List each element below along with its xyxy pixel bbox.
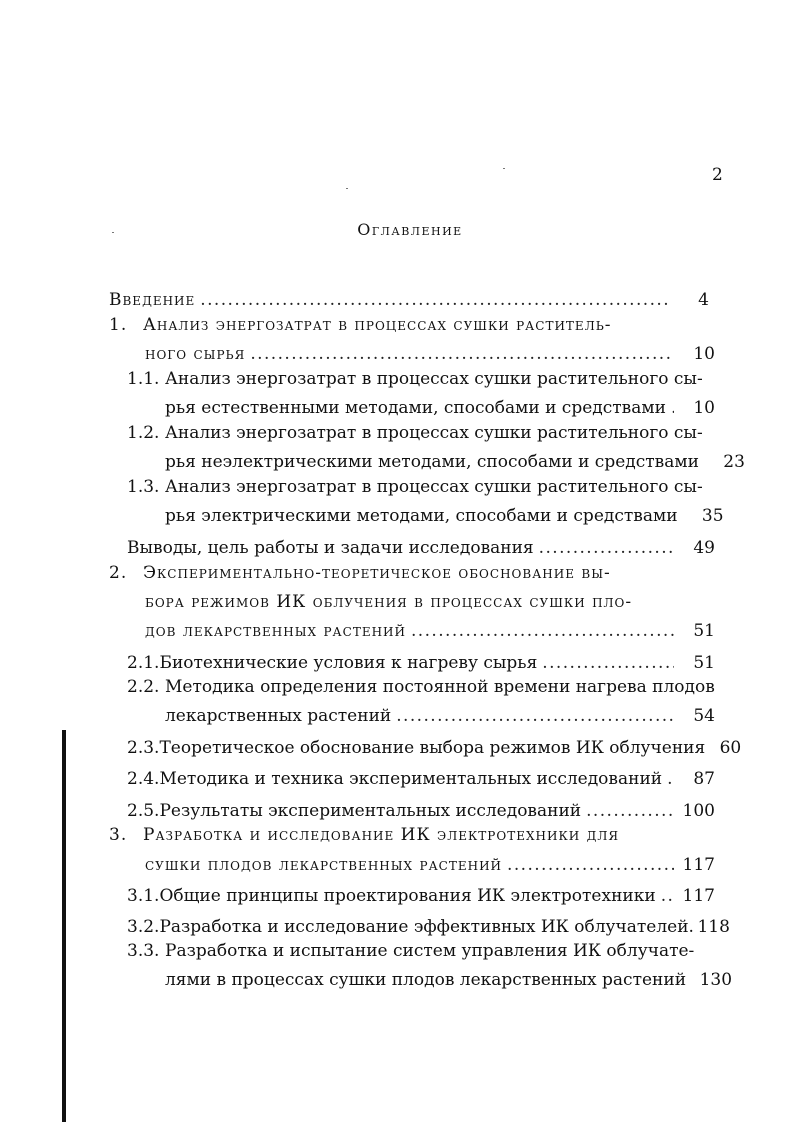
toc-page-number: 54 [693,706,715,726]
dot-leader [200,290,668,310]
toc-page-number: 117 [682,855,715,875]
dot-leader [671,398,674,418]
toc-page-number: 23 [723,452,745,472]
toc-chapter-title: дов лекарственных растений [145,621,406,641]
toc-section-title: рья неэлектрическими методами, способами и средствами [165,452,699,472]
toc-page-number: 10 [693,344,715,364]
toc-section-title: Результаты экспериментальных исследований [159,801,582,821]
toc-chapter-title: сушки плодов лекарственных растений [145,855,503,875]
toc-chapter-title: Анализ энергозатрат в процессах сушки раститель- [143,315,612,335]
toc-section-title: рья электрическими методами, способами и средствами [165,506,678,526]
toc-page-number: 10 [693,398,715,418]
toc-section-2-1[interactable] [127,653,715,673]
toc-section-3-2[interactable] [127,917,730,937]
toc-chapter-3-line1[interactable] [109,825,619,845]
toc-page-number: 100 [682,801,715,821]
toc-section-title: Анализ энергозатрат в процессах сушки растительного сы- [165,369,703,389]
toc-page-number: 35 [701,506,724,526]
dot-leader [396,706,674,726]
toc-page-number: 87 [693,769,715,789]
toc-chapter-number: 2. [109,563,128,583]
dot-leader [507,855,674,875]
toc-section-1-3-line1[interactable] [127,477,703,497]
dot-leader [542,653,674,673]
toc-section-number: 2.5. [127,801,160,821]
toc-page-number: 51 [693,621,715,641]
toc-section-1-1-line2[interactable] [165,398,715,418]
toc-section-3-1[interactable] [127,886,715,906]
toc-section-1-2-line1[interactable] [127,423,703,443]
toc-page-number: 130 [699,970,733,990]
toc-entry-intro[interactable] [109,290,709,310]
toc-section-title: Общие принципы проектирования ИК электротехники [159,886,656,906]
toc-section-title: рья естественными методами, способами и средствами [165,398,666,418]
dot-leader [667,769,674,789]
toc-section-2-2-line1[interactable] [127,677,715,697]
toc-chapter-title: ного сырья [145,344,246,364]
toc-section-number: 2.3. [127,738,160,758]
toc-chapter-1-line2[interactable] [145,344,715,364]
toc-section-1-3-line2[interactable] [165,506,724,526]
page-number: 2 [712,165,723,185]
toc-page-number: 4 [698,290,709,310]
toc-section-2-5[interactable] [127,801,715,821]
toc-chapter-title: Разработка и исследование ИК электротехники для [143,825,620,845]
dot-leader [411,621,674,641]
toc-section-2-4[interactable] [127,769,715,789]
toc-section-number: 2.2. [127,677,160,697]
toc-chapter-2-line2[interactable] [145,592,632,612]
toc-section-title: Анализ энергозатрат в процессах сушки растительного сы- [165,423,703,443]
toc-section-title: лекарственных растений [165,706,392,726]
toc-chapter-3-line2[interactable] [145,855,715,875]
toc-section-2-2-line2[interactable] [165,706,715,726]
toc-section-title: Методика и техника экспериментальных исследований [159,769,663,789]
toc-section-number: 3.2. [127,917,160,937]
toc-chapter-2-line3[interactable] [145,621,715,641]
toc-section-3-3-line2[interactable] [165,970,733,990]
toc-page-number: 118 [697,917,730,937]
toc-section-1-1-line1[interactable] [127,369,703,389]
toc-section-title: Методика определения постоянной времени нагрева плодов [165,677,715,697]
toc-section-2-3[interactable] [127,738,742,758]
toc-section-title: Выводы, цель работы и задачи исследования [127,538,534,558]
toc-chapter-2-line1[interactable] [109,563,611,583]
toc-chapter-number: 3. [109,825,128,845]
toc-chapter-title: Экспериментально-теоретическое обоснование вы- [143,563,611,583]
toc-chapter-number: 1. [109,315,128,335]
toc-title: Оглавление [357,220,463,239]
toc-section-number: 2.1. [127,653,160,673]
toc-page-number: 51 [693,653,715,673]
toc-section-title: Разработка и испытание систем управления ИК облучате- [165,941,695,961]
toc-conclusions[interactable] [127,538,715,558]
toc-section-title: Анализ энергозатрат в процессах сушки растительного сы- [165,477,703,497]
toc-section-title: Теоретическое обоснование выбора режимов ИК облучения [159,738,706,758]
dot-leader [661,886,674,906]
toc-entry-text: Введение [109,290,196,310]
toc-section-number: 3.3. [127,941,160,961]
toc-section-title: Разработка и исследование эффективных ИК облучателей. [159,917,694,937]
toc-page-number: 117 [682,886,715,906]
toc-page-number: 60 [719,738,742,758]
toc-page-number: 49 [693,538,715,558]
dot-leader [586,801,674,821]
toc-section-number: 1.1. [127,369,160,389]
toc-section-3-3-line1[interactable] [127,941,694,961]
toc-chapter-1-line1[interactable] [109,315,612,335]
toc-section-number: 1.2. [127,423,160,443]
toc-chapter-title: бора режимов ИК облучения в процессах сушки пло- [145,592,633,612]
toc-section-title: лями в процессах сушки плодов лекарственных растений [165,970,687,990]
toc-section-title: Биотехнические условия к нагреву сырья [159,653,538,673]
toc-section-number: 3.1. [127,886,160,906]
toc-section-1-2-line2[interactable] [165,452,745,472]
dot-leader [250,344,674,364]
toc-section-number: 2.4. [127,769,160,789]
toc-section-number: 1.3. [127,477,160,497]
dot-leader [539,538,674,558]
